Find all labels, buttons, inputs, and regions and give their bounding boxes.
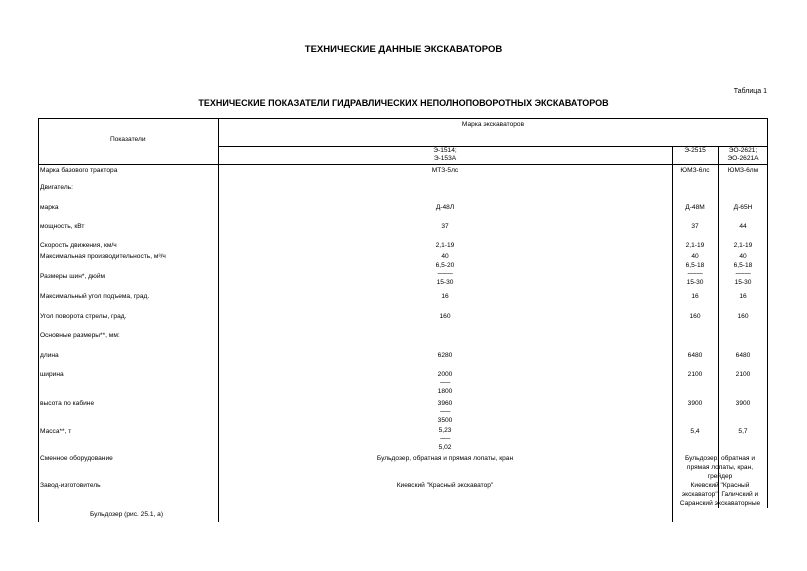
row-tractor-col3: ЮМЗ-6лм xyxy=(727,167,759,174)
row-lift-col2: 16 xyxy=(691,293,699,300)
row-width-col1: 2000 xyxy=(437,371,453,378)
row-brand-col1: Д-48Л xyxy=(435,204,455,211)
row-width-col1-dash: ------ xyxy=(439,379,451,386)
row-height-col2: 3900 xyxy=(687,400,703,407)
row-border-head xyxy=(38,164,768,165)
row-productivity-col1-a: 40 xyxy=(441,253,449,260)
row-productivity-col1-b: 6,5-20 xyxy=(435,262,455,269)
row-maker-col1: Киевский "Красный экскаватор" xyxy=(396,482,494,489)
row-brand-label: марка xyxy=(40,204,59,211)
row-maker-col23-line1: Киевский "Красный xyxy=(690,482,750,489)
header-indicators: Показатели xyxy=(110,136,146,143)
row-height-label: высота по кабине xyxy=(40,400,95,407)
row-productivity-col2-a: 40 xyxy=(691,253,699,260)
footer-bulldozer-label: Бульдозер (рис. 25.1, а) xyxy=(90,511,164,518)
row-height-col1-b: 3500 xyxy=(437,417,453,424)
row-mass-col2: 5,4 xyxy=(690,428,700,435)
row-tires-col3: 15-30 xyxy=(734,279,752,286)
row-rotation-label: Угол поворота стрелы, град. xyxy=(40,313,127,320)
row-lift-label: Максимальный угол подъема, град. xyxy=(40,293,150,300)
header-col1-line2: Э-153А xyxy=(433,155,457,162)
table-number: Таблица 1 xyxy=(733,88,767,95)
row-height-col3: 3900 xyxy=(735,400,751,407)
row-power-col2: 37 xyxy=(691,223,699,230)
row-tractor-label: Марка базового трактора xyxy=(40,167,118,174)
row-height-col1-dash: ------ xyxy=(439,408,451,415)
row-power-label: мощность, кВт xyxy=(40,223,85,230)
row-dimensions-label: Основные размеры**, мм: xyxy=(40,332,120,339)
row-equipment-col23-line2: прямая лопаты, кран, xyxy=(686,464,754,471)
row-speed-col1: 2,1-19 xyxy=(435,242,455,249)
row-length-label: длина xyxy=(40,352,59,359)
row-rotation-col1: 160 xyxy=(439,313,451,320)
row-brand-col3: Д-65Н xyxy=(733,204,753,211)
row-productivity-col3-b: 6,5-18 xyxy=(733,262,753,269)
col-border-3 xyxy=(718,146,719,508)
row-rotation-col2: 160 xyxy=(689,313,701,320)
row-border-top xyxy=(38,118,768,119)
col-border-left xyxy=(38,118,39,522)
row-mass-col1-dash: ------ xyxy=(439,435,451,442)
row-lift-col1: 16 xyxy=(441,293,449,300)
row-productivity-col3-a: 40 xyxy=(739,253,747,260)
row-length-col2: 6480 xyxy=(687,352,703,359)
spec-table xyxy=(38,118,768,522)
row-lift-col3: 16 xyxy=(739,293,747,300)
row-tires-col1-dash: --------- xyxy=(437,270,453,277)
row-tires-col2: 15-30 xyxy=(686,279,704,286)
row-mass-col1-b: 5,02 xyxy=(438,444,452,451)
row-width-label: ширина xyxy=(40,371,64,378)
header-col1-line1: Э-1514; xyxy=(433,147,457,154)
header-col3-line2: ЭО-2621А xyxy=(727,155,759,162)
row-tires-col1: 15-30 xyxy=(436,279,454,286)
row-mass-col3: 5,7 xyxy=(738,428,748,435)
row-maker-label: Завод-изготовитель xyxy=(40,482,101,489)
row-mass-col1: 5,23 xyxy=(438,427,452,434)
row-height-col1: 3960 xyxy=(437,400,453,407)
row-speed-col2: 2,1-19 xyxy=(685,242,705,249)
table-title: ТЕХНИЧЕСКИЕ ПОКАЗАТЕЛИ ГИДРАВЛИЧЕСКИХ НЕПОЛНОПОВОРОТНЫХ ЭКСКАВАТОРОВ xyxy=(198,98,609,108)
row-equipment-col23-line1: Бульдозер, обратная и xyxy=(684,455,756,462)
row-maker-col23-line3: Саранский экскаваторные xyxy=(679,500,761,507)
row-speed-col3: 2,1-19 xyxy=(733,242,753,249)
row-width-col1-b: 1800 xyxy=(437,388,453,395)
row-equipment-col1: Бульдозер, обратная и прямая лопаты, кран xyxy=(376,455,514,462)
row-tractor-col2: ЮМЗ-6лс xyxy=(680,167,710,174)
row-power-col3: 44 xyxy=(739,223,747,230)
row-tires-col2-dash: --------- xyxy=(687,270,703,277)
row-equipment-col23-line3: грейдер xyxy=(707,473,733,480)
row-brand-col2: Д-48М xyxy=(685,204,705,211)
row-productivity-label: Максимальная производительность, м³/ч xyxy=(40,253,166,260)
row-mass-label: Масса**, т xyxy=(40,428,72,435)
row-speed-label: Скорость движения, км/ч xyxy=(40,242,117,249)
row-width-col2: 2100 xyxy=(687,371,703,378)
row-rotation-col3: 160 xyxy=(737,313,749,320)
row-tires-col3-dash: --------- xyxy=(735,270,751,277)
header-col3-line1: ЭО-2621; xyxy=(728,147,758,154)
row-engine-label: Двигатель: xyxy=(40,184,73,191)
row-length-col1: 6280 xyxy=(437,352,453,359)
row-length-col3: 6480 xyxy=(735,352,751,359)
row-power-col1: 37 xyxy=(441,223,449,230)
row-equipment-label: Сменное оборудование xyxy=(40,455,113,462)
header-brand: Марка экскаваторов xyxy=(461,121,525,128)
row-tires-label: Размеры шин*, дюйм xyxy=(40,273,106,280)
row-productivity-col2-b: 6,5-18 xyxy=(685,262,705,269)
row-width-col3: 2100 xyxy=(735,371,751,378)
row-tractor-col1: МТЗ-5лс xyxy=(431,167,459,174)
header-col2: Э-2515 xyxy=(684,147,706,154)
main-title: ТЕХНИЧЕСКИЕ ДАННЫЕ ЭКСКАВАТОРОВ xyxy=(304,44,503,55)
row-maker-col23-line2: экскаватор", Галичский и xyxy=(681,491,759,498)
